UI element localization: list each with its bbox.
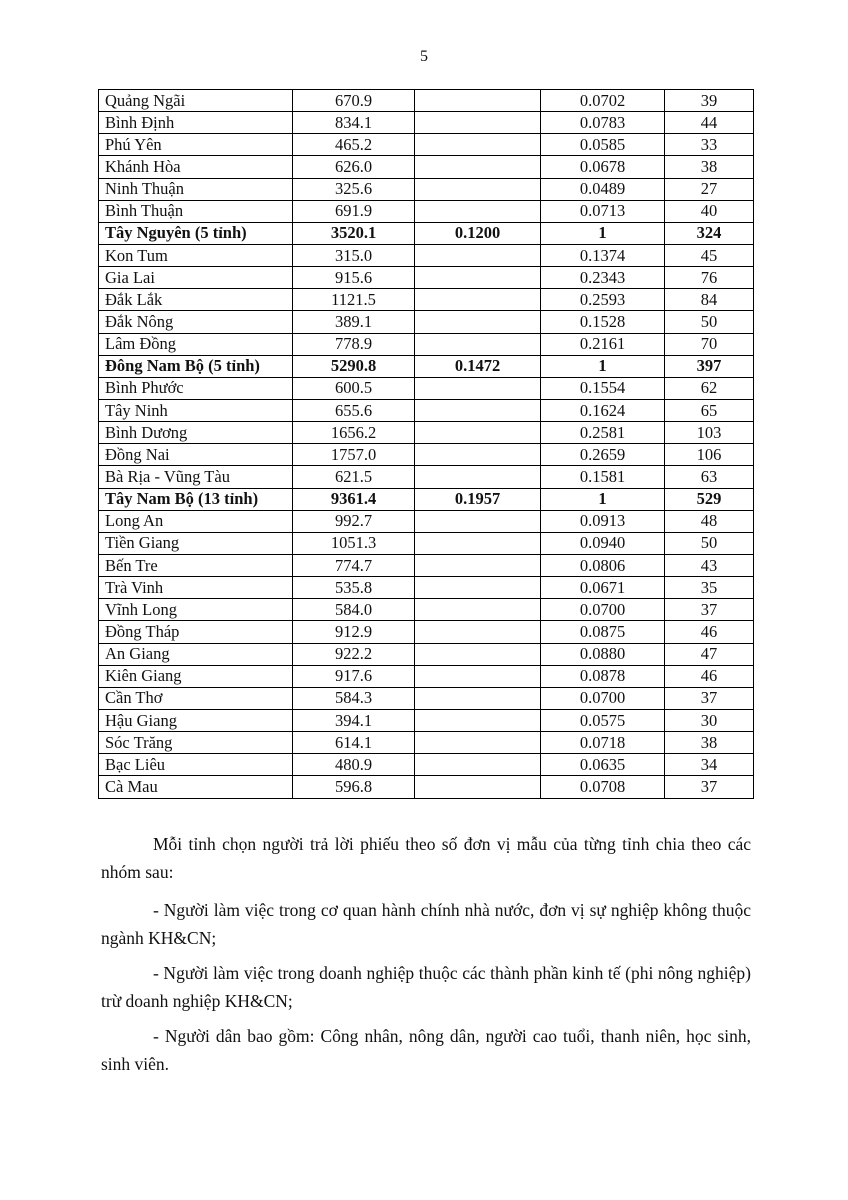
table-body bbox=[99, 90, 754, 799]
cell-region-share bbox=[415, 754, 541, 776]
cell-province: Ninh Thuận bbox=[99, 178, 293, 200]
table-row bbox=[99, 311, 754, 333]
cell-weight: 0.0585 bbox=[541, 134, 665, 156]
cell-province: Cà Mau bbox=[99, 776, 293, 798]
table-row bbox=[99, 754, 754, 776]
cell-province: Tây Ninh bbox=[99, 399, 293, 421]
page-number: 5 bbox=[420, 48, 428, 65]
table-row bbox=[99, 200, 754, 222]
cell-value: 1656.2 bbox=[293, 422, 415, 444]
cell-region-share bbox=[415, 643, 541, 665]
cell-value: 834.1 bbox=[293, 112, 415, 134]
cell-sample-count: 84 bbox=[665, 289, 754, 311]
cell-sample-count: 65 bbox=[665, 399, 754, 421]
cell-province: Đồng Nai bbox=[99, 444, 293, 466]
cell-weight: 0.2593 bbox=[541, 289, 665, 311]
paragraph-group-1: - Người làm việc trong cơ quan hành chính nhà nước, đơn vị sự nghiệp không thuộc ngành KH&CN; bbox=[101, 900, 751, 948]
cell-sample-count: 324 bbox=[665, 222, 754, 244]
cell-sample-count: 106 bbox=[665, 444, 754, 466]
cell-weight: 0.2343 bbox=[541, 267, 665, 289]
cell-province: Vĩnh Long bbox=[99, 599, 293, 621]
cell-value: 992.7 bbox=[293, 510, 415, 532]
cell-region-share bbox=[415, 532, 541, 554]
cell-region-share bbox=[415, 399, 541, 421]
cell-province: Bình Phước bbox=[99, 377, 293, 399]
cell-sample-count: 27 bbox=[665, 178, 754, 200]
cell-province: Khánh Hòa bbox=[99, 156, 293, 178]
cell-region-share bbox=[415, 577, 541, 599]
cell-region-share bbox=[415, 112, 541, 134]
cell-weight: 0.1374 bbox=[541, 244, 665, 266]
cell-region-share bbox=[415, 90, 541, 112]
cell-weight: 0.1554 bbox=[541, 377, 665, 399]
cell-weight: 0.0783 bbox=[541, 112, 665, 134]
cell-weight: 0.0489 bbox=[541, 178, 665, 200]
cell-weight: 1 bbox=[541, 222, 665, 244]
cell-weight: 0.0575 bbox=[541, 709, 665, 731]
cell-value: 3520.1 bbox=[293, 222, 415, 244]
cell-weight: 0.0708 bbox=[541, 776, 665, 798]
cell-region-share bbox=[415, 599, 541, 621]
cell-region-share bbox=[415, 377, 541, 399]
cell-province: Gia Lai bbox=[99, 267, 293, 289]
table-row bbox=[99, 709, 754, 731]
cell-region-share bbox=[415, 665, 541, 687]
table-row bbox=[99, 90, 754, 112]
cell-sample-count: 34 bbox=[665, 754, 754, 776]
cell-value: 535.8 bbox=[293, 577, 415, 599]
cell-region-share bbox=[415, 621, 541, 643]
cell-value: 922.2 bbox=[293, 643, 415, 665]
cell-sample-count: 46 bbox=[665, 621, 754, 643]
cell-weight: 0.0713 bbox=[541, 200, 665, 222]
cell-weight: 0.0878 bbox=[541, 665, 665, 687]
cell-province: Bình Thuận bbox=[99, 200, 293, 222]
table-row bbox=[99, 377, 754, 399]
cell-region-share bbox=[415, 732, 541, 754]
cell-weight: 0.0700 bbox=[541, 687, 665, 709]
cell-sample-count: 45 bbox=[665, 244, 754, 266]
cell-province: An Giang bbox=[99, 643, 293, 665]
cell-province: Cần Thơ bbox=[99, 687, 293, 709]
cell-province: Đồng Tháp bbox=[99, 621, 293, 643]
cell-sample-count: 30 bbox=[665, 709, 754, 731]
cell-province: Bến Tre bbox=[99, 554, 293, 576]
cell-region-share bbox=[415, 554, 541, 576]
cell-value: 584.3 bbox=[293, 687, 415, 709]
cell-province: Kon Tum bbox=[99, 244, 293, 266]
cell-province: Phú Yên bbox=[99, 134, 293, 156]
cell-province: Trà Vinh bbox=[99, 577, 293, 599]
cell-weight: 1 bbox=[541, 355, 665, 377]
table-row bbox=[99, 776, 754, 798]
cell-province: Quảng Ngãi bbox=[99, 90, 293, 112]
cell-province: Đắk Lắk bbox=[99, 289, 293, 311]
cell-weight: 0.0913 bbox=[541, 510, 665, 532]
table-row bbox=[99, 732, 754, 754]
cell-sample-count: 38 bbox=[665, 732, 754, 754]
cell-region-share bbox=[415, 444, 541, 466]
cell-value: 614.1 bbox=[293, 732, 415, 754]
cell-sample-count: 103 bbox=[665, 422, 754, 444]
table-row bbox=[99, 333, 754, 355]
cell-province: Bạc Liêu bbox=[99, 754, 293, 776]
cell-weight: 0.0880 bbox=[541, 643, 665, 665]
cell-value: 465.2 bbox=[293, 134, 415, 156]
paragraph-group-2: - Người làm việc trong doanh nghiệp thuộc các thành phần kinh tế (phi nông nghiệp) trừ doanh nghiệp KH&CN; bbox=[101, 963, 751, 1011]
cell-weight: 0.1528 bbox=[541, 311, 665, 333]
cell-province: Kiên Giang bbox=[99, 665, 293, 687]
cell-region-share bbox=[415, 776, 541, 798]
table-row bbox=[99, 267, 754, 289]
table-row-region bbox=[99, 488, 754, 510]
table-row bbox=[99, 134, 754, 156]
cell-value: 5290.8 bbox=[293, 355, 415, 377]
cell-weight: 0.0718 bbox=[541, 732, 665, 754]
table-row bbox=[99, 112, 754, 134]
cell-region-share bbox=[415, 200, 541, 222]
cell-province: Đông Nam Bộ (5 tỉnh) bbox=[99, 355, 293, 377]
cell-province: Bà Rịa - Vũng Tàu bbox=[99, 466, 293, 488]
cell-sample-count: 50 bbox=[665, 311, 754, 333]
cell-region-share bbox=[415, 466, 541, 488]
table-row bbox=[99, 554, 754, 576]
table-row bbox=[99, 643, 754, 665]
cell-region-share bbox=[415, 244, 541, 266]
cell-province: Tây Nguyên (5 tỉnh) bbox=[99, 222, 293, 244]
cell-region-share bbox=[415, 422, 541, 444]
table-row bbox=[99, 665, 754, 687]
table-row bbox=[99, 532, 754, 554]
cell-value: 596.8 bbox=[293, 776, 415, 798]
table-row bbox=[99, 621, 754, 643]
cell-region-share bbox=[415, 267, 541, 289]
table-row-region bbox=[99, 222, 754, 244]
table-row-region bbox=[99, 355, 754, 377]
cell-sample-count: 33 bbox=[665, 134, 754, 156]
cell-region-share: 0.1200 bbox=[415, 222, 541, 244]
cell-sample-count: 37 bbox=[665, 776, 754, 798]
cell-sample-count: 46 bbox=[665, 665, 754, 687]
cell-weight: 0.2161 bbox=[541, 333, 665, 355]
cell-value: 9361.4 bbox=[293, 488, 415, 510]
cell-sample-count: 48 bbox=[665, 510, 754, 532]
cell-province: Bình Định bbox=[99, 112, 293, 134]
cell-value: 774.7 bbox=[293, 554, 415, 576]
cell-value: 778.9 bbox=[293, 333, 415, 355]
cell-value: 600.5 bbox=[293, 377, 415, 399]
cell-sample-count: 38 bbox=[665, 156, 754, 178]
cell-value: 1757.0 bbox=[293, 444, 415, 466]
cell-region-share bbox=[415, 687, 541, 709]
cell-value: 315.0 bbox=[293, 244, 415, 266]
cell-weight: 0.0635 bbox=[541, 754, 665, 776]
cell-sample-count: 529 bbox=[665, 488, 754, 510]
cell-weight: 0.1581 bbox=[541, 466, 665, 488]
table-row bbox=[99, 687, 754, 709]
table-row bbox=[99, 178, 754, 200]
cell-value: 389.1 bbox=[293, 311, 415, 333]
cell-province: Tây Nam Bộ (13 tỉnh) bbox=[99, 488, 293, 510]
cell-value: 325.6 bbox=[293, 178, 415, 200]
table-row bbox=[99, 599, 754, 621]
cell-value: 584.0 bbox=[293, 599, 415, 621]
cell-weight: 0.0875 bbox=[541, 621, 665, 643]
cell-value: 1121.5 bbox=[293, 289, 415, 311]
cell-sample-count: 43 bbox=[665, 554, 754, 576]
cell-province: Tiền Giang bbox=[99, 532, 293, 554]
cell-sample-count: 35 bbox=[665, 577, 754, 599]
cell-sample-count: 39 bbox=[665, 90, 754, 112]
cell-weight: 0.0671 bbox=[541, 577, 665, 599]
cell-value: 480.9 bbox=[293, 754, 415, 776]
cell-sample-count: 62 bbox=[665, 377, 754, 399]
cell-sample-count: 37 bbox=[665, 687, 754, 709]
cell-province: Long An bbox=[99, 510, 293, 532]
cell-value: 670.9 bbox=[293, 90, 415, 112]
cell-region-share bbox=[415, 510, 541, 532]
cell-region-share bbox=[415, 289, 541, 311]
sample-allocation-table bbox=[98, 89, 754, 799]
table-row bbox=[99, 289, 754, 311]
cell-sample-count: 63 bbox=[665, 466, 754, 488]
cell-sample-count: 44 bbox=[665, 112, 754, 134]
cell-value: 912.9 bbox=[293, 621, 415, 643]
cell-province: Sóc Trăng bbox=[99, 732, 293, 754]
paragraph-intro: Mỗi tỉnh chọn người trả lời phiếu theo số đơn vị mẫu của từng tỉnh chia theo các nhóm sau: bbox=[101, 834, 751, 882]
cell-sample-count: 37 bbox=[665, 599, 754, 621]
cell-weight: 0.2581 bbox=[541, 422, 665, 444]
cell-region-share: 0.1957 bbox=[415, 488, 541, 510]
cell-sample-count: 50 bbox=[665, 532, 754, 554]
table-row bbox=[99, 444, 754, 466]
cell-weight: 0.0678 bbox=[541, 156, 665, 178]
cell-value: 655.6 bbox=[293, 399, 415, 421]
cell-value: 917.6 bbox=[293, 665, 415, 687]
table-row bbox=[99, 244, 754, 266]
cell-province: Hậu Giang bbox=[99, 709, 293, 731]
cell-weight: 0.0940 bbox=[541, 532, 665, 554]
cell-region-share bbox=[415, 178, 541, 200]
paragraph-group-3: - Người dân bao gồm: Công nhân, nông dân, người cao tuổi, thanh niên, học sinh, sinh viên. bbox=[101, 1026, 751, 1074]
cell-value: 626.0 bbox=[293, 156, 415, 178]
cell-province: Lâm Đồng bbox=[99, 333, 293, 355]
cell-sample-count: 70 bbox=[665, 333, 754, 355]
table-row bbox=[99, 510, 754, 532]
table-row bbox=[99, 399, 754, 421]
table-row bbox=[99, 577, 754, 599]
cell-region-share bbox=[415, 134, 541, 156]
cell-sample-count: 76 bbox=[665, 267, 754, 289]
cell-region-share bbox=[415, 709, 541, 731]
cell-value: 915.6 bbox=[293, 267, 415, 289]
cell-weight: 1 bbox=[541, 488, 665, 510]
table-row bbox=[99, 466, 754, 488]
cell-weight: 0.1624 bbox=[541, 399, 665, 421]
cell-weight: 0.0806 bbox=[541, 554, 665, 576]
cell-weight: 0.0700 bbox=[541, 599, 665, 621]
table-row bbox=[99, 156, 754, 178]
cell-region-share bbox=[415, 333, 541, 355]
cell-province: Bình Dương bbox=[99, 422, 293, 444]
cell-region-share bbox=[415, 156, 541, 178]
cell-province: Đắk Nông bbox=[99, 311, 293, 333]
cell-sample-count: 397 bbox=[665, 355, 754, 377]
cell-sample-count: 40 bbox=[665, 200, 754, 222]
table-row bbox=[99, 422, 754, 444]
cell-value: 394.1 bbox=[293, 709, 415, 731]
cell-value: 691.9 bbox=[293, 200, 415, 222]
cell-value: 621.5 bbox=[293, 466, 415, 488]
cell-weight: 0.0702 bbox=[541, 90, 665, 112]
cell-weight: 0.2659 bbox=[541, 444, 665, 466]
cell-sample-count: 47 bbox=[665, 643, 754, 665]
cell-region-share bbox=[415, 311, 541, 333]
cell-region-share: 0.1472 bbox=[415, 355, 541, 377]
cell-value: 1051.3 bbox=[293, 532, 415, 554]
